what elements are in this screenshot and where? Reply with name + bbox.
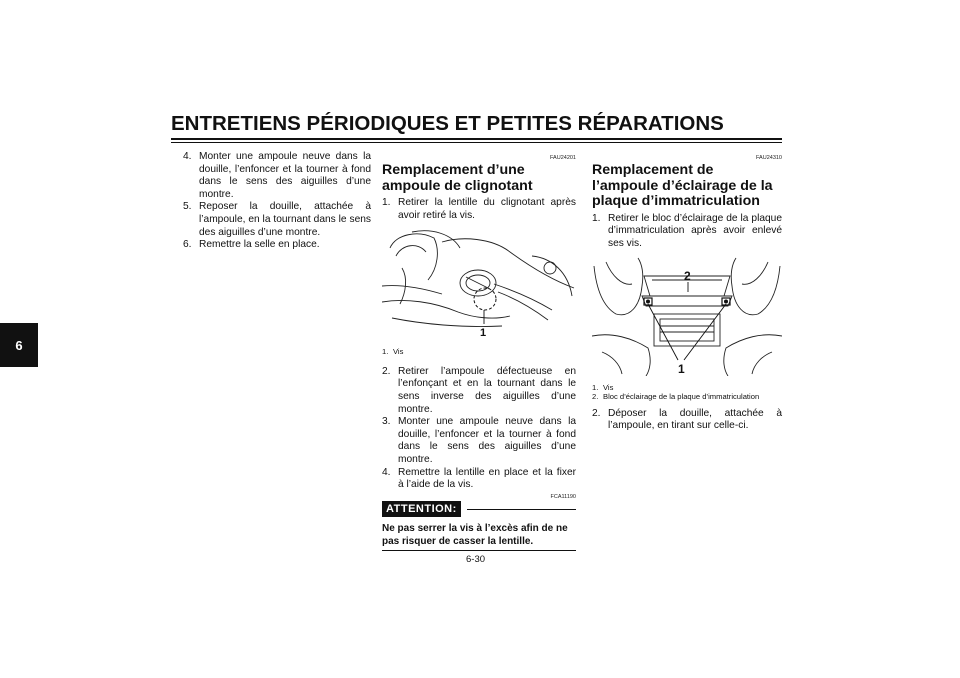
step-number: 4. bbox=[183, 151, 192, 162]
step-number: 1. bbox=[592, 212, 601, 224]
step-number: 2. bbox=[592, 407, 601, 419]
attention-header bbox=[382, 501, 576, 518]
column-middle bbox=[382, 155, 576, 551]
attention-box bbox=[382, 494, 576, 551]
step-text: Monter une ampoule neuve dans la douille, l’enfoncer et la tourner à fond dans le sens des aiguilles d’une montre. bbox=[398, 416, 576, 465]
section-title-license-light: Remplacement de l’ampoule d’éclairage de la plaque d’immatriculation bbox=[592, 162, 773, 209]
step-text: Remettre la lentille en place et la fixer à l’aide de la vis. bbox=[398, 466, 576, 491]
step-text: Retirer la lentille du clignotant après avoir retiré la vis. bbox=[398, 197, 576, 221]
caption-text: Bloc d’éclairage de la plaque d’immatriculation bbox=[603, 391, 760, 401]
step-item bbox=[382, 467, 576, 492]
caption-number: 2. bbox=[592, 391, 599, 401]
caption-number: 1. bbox=[592, 382, 599, 392]
step-number: 3. bbox=[382, 416, 391, 428]
section-code: FAU24310 bbox=[756, 155, 782, 161]
caption-text: Vis bbox=[393, 346, 404, 356]
figure-caption bbox=[382, 347, 576, 356]
caption-item bbox=[382, 347, 576, 356]
figure-callout-1: 1 bbox=[678, 362, 685, 377]
caption-text: Vis bbox=[603, 382, 614, 392]
step-text: Monter une ampoule neuve dans la douille, l’enfoncer et la tourner à fond dans le sens des aiguilles d’une montre. bbox=[199, 151, 371, 200]
figure-callout-2: 2 bbox=[684, 269, 691, 284]
attention-rule bbox=[467, 509, 576, 510]
step-item bbox=[183, 239, 371, 252]
step-item bbox=[382, 366, 576, 416]
title-rule bbox=[171, 138, 782, 140]
section-title-turn-signal: Remplacement d’une ampoule de clignotant bbox=[382, 162, 533, 194]
chapter-tab: 6 bbox=[0, 323, 38, 367]
step-number: 5. bbox=[183, 201, 192, 213]
attention-code: FCA11190 bbox=[550, 493, 576, 500]
step-text: Déposer la douille, attachée à l’ampoule, en tirant sur celle-ci. bbox=[608, 407, 782, 432]
step-text: Remettre la selle en place. bbox=[199, 239, 320, 251]
caption-number: 1. bbox=[382, 346, 389, 356]
step-item bbox=[382, 416, 576, 466]
column-right bbox=[592, 155, 782, 433]
step-text: Reposer la douille, attachée à l’ampoule, en la tournant dans le sens des aiguilles d’une montre. bbox=[199, 201, 371, 238]
step-item bbox=[183, 201, 371, 239]
figure-callout: 1 bbox=[480, 327, 487, 340]
section-code: FAU24201 bbox=[550, 155, 576, 161]
step-item bbox=[183, 151, 371, 201]
figure-caption bbox=[592, 383, 782, 401]
step-number: 6. bbox=[183, 239, 192, 251]
page-number: 6-30 bbox=[466, 554, 486, 565]
step-item bbox=[382, 197, 576, 222]
attention-text: Ne pas serrer la vis à l’excès afin de ne pas risquer de casser la lentille. bbox=[382, 523, 576, 551]
turn-signal-figure bbox=[382, 228, 576, 340]
step-number: 4. bbox=[382, 466, 391, 478]
step-number: 2. bbox=[382, 365, 391, 377]
caption-item bbox=[592, 383, 782, 392]
step-item bbox=[592, 408, 782, 433]
page-title: ENTRETIENS PÉRIODIQUES ET PETITES RÉPARATIONS bbox=[171, 112, 724, 135]
attention-label: ATTENTION: bbox=[382, 501, 461, 518]
step-item bbox=[592, 213, 782, 251]
step-text: Retirer le bloc d’éclairage de la plaque d’immatriculation après avoir enlevé ses vis. bbox=[608, 212, 782, 249]
step-number: 1. bbox=[382, 197, 391, 208]
caption-item bbox=[592, 392, 782, 401]
title-rule-thin bbox=[171, 142, 782, 143]
column-left bbox=[183, 151, 371, 252]
license-light-figure bbox=[592, 256, 782, 376]
step-text: Retirer l’ampoule défectueuse en l’enfonçant et en la tournant dans le sens inverse des aiguilles d’une montre. bbox=[398, 365, 576, 415]
